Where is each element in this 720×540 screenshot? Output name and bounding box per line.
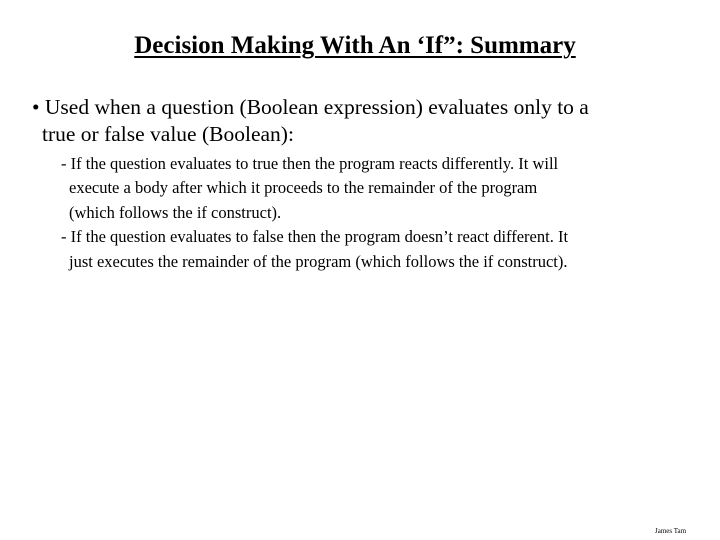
sub-bullet-true-text-1: If the question evaluates to true then the program reacts differently. It will [70,154,559,173]
sub-bullet-true-text-2: execute a body after which it proceeds to the remainder of the program [69,178,538,198]
sub-bullet-false-line-1 [61,225,701,249]
main-bullet-text-2: true or false value (Boolean): [42,122,294,146]
main-bullet-line-1 [32,94,692,121]
dash-marker: - [61,227,67,247]
sub-bullet-false [61,225,701,274]
main-bullet-text-1: Used when a question (Boolean expression) evaluates only to a [44,95,589,119]
bullet-marker: • [32,95,40,119]
dash-marker: - [61,154,67,173]
slide-title: Decision Making With An ‘If”: Summary [134,32,576,59]
sub-bullet-true-line-1 [61,152,701,176]
sub-bullet-list [61,152,701,274]
sub-bullet-false-text-1: If the question evaluates to false then the program doesn’t react different. It [70,227,569,247]
sub-bullet-true-text-3: (which follows the if construct). [69,202,282,222]
author-footer: James Tam [655,527,687,535]
sub-bullet-false-text-2: just executes the remainder of the program (which follows the if construct). [69,251,568,271]
main-bullet [32,94,692,148]
sub-bullet-true [61,152,701,225]
